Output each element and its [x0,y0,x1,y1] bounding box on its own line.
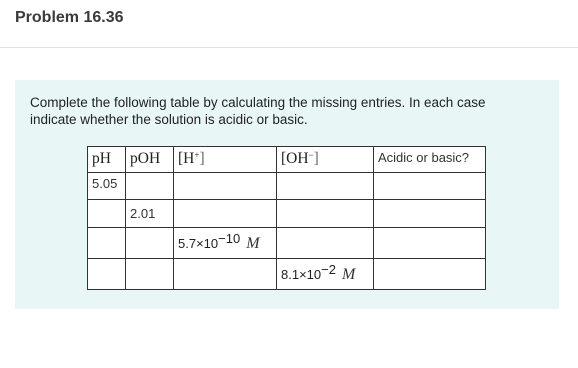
cell-acidic-or-basic[interactable] [374,200,486,228]
cell-oh-concentration[interactable] [277,228,374,259]
header-poh: pOH [126,147,174,173]
table-row [88,228,486,259]
cell-poh[interactable] [126,259,174,290]
header-h-concentration: [H+] [174,147,277,173]
table-row [88,200,486,228]
ph-table [87,146,486,290]
cell-ph[interactable] [88,228,126,259]
page-header [0,0,578,48]
cell-ph[interactable]: 5.05 [88,173,126,200]
cell-acidic-or-basic[interactable] [374,228,486,259]
cell-poh[interactable] [126,228,174,259]
cell-acidic-or-basic[interactable] [374,259,486,290]
table-row [88,259,486,290]
cell-h-concentration[interactable] [174,259,277,290]
cell-ph[interactable] [88,259,126,290]
cell-h-concentration[interactable] [174,200,277,228]
header-acidic-or-basic: Acidic or basic? [374,147,486,173]
table-header-row [88,147,486,173]
cell-poh[interactable]: 2.01 [126,200,174,228]
cell-oh-concentration[interactable] [277,200,374,228]
cell-h-concentration[interactable] [174,173,277,200]
problem-panel [15,80,559,309]
cell-ph[interactable] [88,200,126,228]
header-oh-concentration: [OH−] [277,147,374,173]
problem-title: Problem 16.36 [15,9,124,26]
cell-h-concentration[interactable]: $5.7\times 10^{-10}$ M [174,228,277,259]
instructions-text: Complete the following table by calculating the missing entries. In each case indicate whether the solution is acidic or basic. [30,95,486,127]
table-row [88,173,486,200]
cell-oh-concentration[interactable]: $8.1\times 10^{-2}$ M [277,259,374,290]
cell-acidic-or-basic[interactable] [374,173,486,200]
cell-poh[interactable] [126,173,174,200]
cell-oh-concentration[interactable] [277,173,374,200]
header-ph: pH [88,147,126,173]
